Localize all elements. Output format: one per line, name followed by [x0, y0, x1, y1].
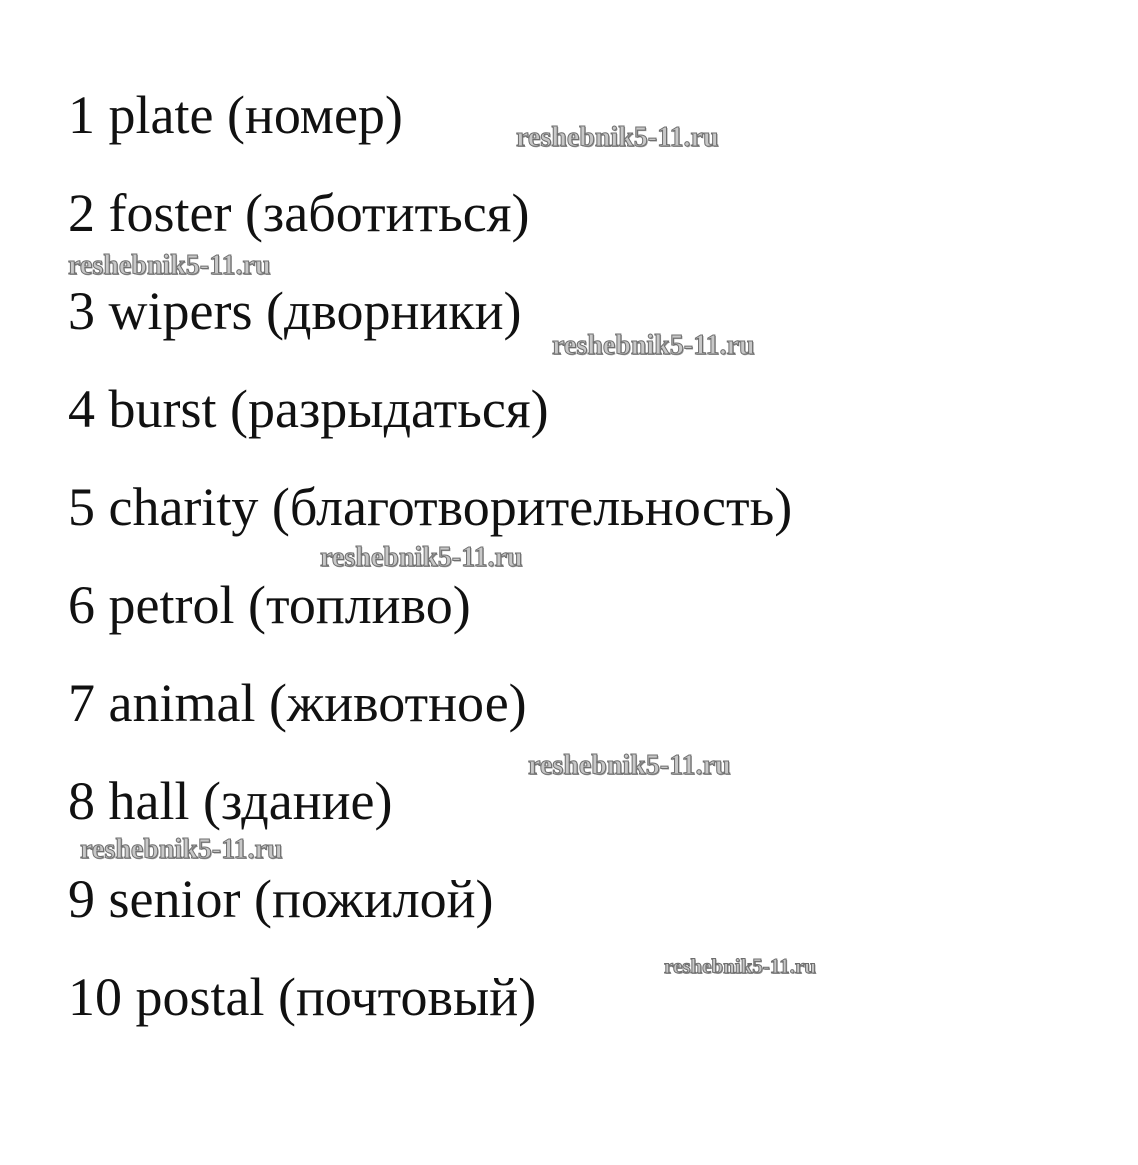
answer-item-6: 6 petrol (топливо): [68, 575, 471, 635]
watermark: reshebnik5-11.ru: [80, 834, 283, 865]
answer-item-2: 2 foster (заботиться): [68, 183, 530, 243]
answer-item-8: 8 hall (здание): [68, 771, 393, 831]
watermark: reshebnik5-11.ru: [552, 330, 755, 361]
watermark: reshebnik5-11.ru: [320, 542, 523, 573]
answer-item-3: 3 wipers (дворники): [68, 281, 522, 341]
answer-item-1: 1 plate (номер): [68, 85, 403, 145]
answer-item-5: 5 charity (благотворительность): [68, 477, 793, 537]
answer-item-7: 7 animal (животное): [68, 673, 527, 733]
watermark: reshebnik5-11.ru: [528, 750, 731, 781]
answer-item-10: 10 postal (почтовый): [68, 967, 537, 1027]
watermark: reshebnik5-11.ru: [68, 250, 271, 281]
watermark: reshebnik5-11.ru: [664, 954, 816, 978]
answer-item-9: 9 senior (пожилой): [68, 869, 494, 929]
watermark: reshebnik5-11.ru: [516, 122, 719, 153]
answer-item-4: 4 burst (разрыдаться): [68, 379, 549, 439]
